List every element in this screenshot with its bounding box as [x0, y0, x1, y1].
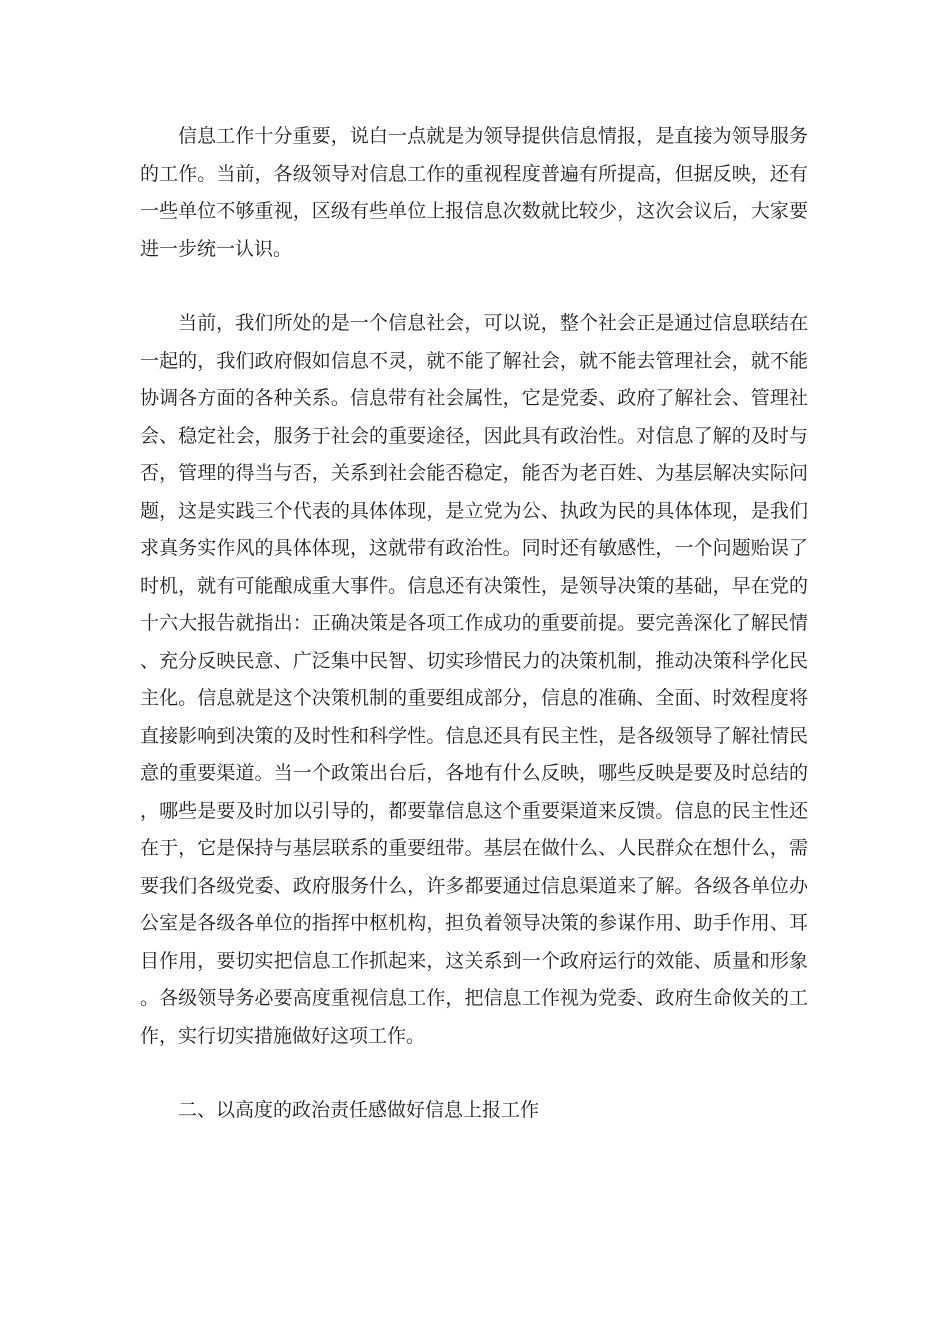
paragraph-1: 信息工作十分重要，说白一点就是为领导提供信息情报，是直接为领导服务的工作。当前，各级领导对信息工作的重视程度普遍有所提高，但据反映，还有一些单位不够重视，区级有些单位上报信息次数就比较少，这次会议后，大家要进一步统一认识。: [140, 125, 808, 260]
paragraph-2: 当前，我们所处的是一个信息社会，可以说，整个社会正是通过信息联结在一起的，我们政府假如信息不灵，就不能了解社会，就不能去管理社会，就不能协调各方面的各种关系。信息带有社会属性，它是党委、政府了解社会、管理社会、稳定社会，服务于社会的重要途径，因此具有政治性。对信息了解的及时与否，管理的得当与否，关系到社会能否稳定，能否为老百姓、为基层解决实际问题，这是实践三个代表的具体体现，是立党为公、执政为民的具体体现，是我们求真务实作风的具体体现，这就带有政治性。同时还有敏感性，一个问题贻误了时机，就有可能酿成重大事件。信息还有决策性，是领导决策的基础，早在党的十六大报告就指出：正确决策是各项工作成功的重要前提。要完善深化了解民情、充分反映民意、广泛集中民智、切实珍惜民力的决策机制，推动决策科学化民主化。信息就是这个决策机制的重要组成部分，信息的准确、全面、时效程度将直接影响到决策的及时性和科学性。信息还具有民主性，是各级领导了解社情民意的重要渠道。当一个政策出台后，各地有什么反映，哪些反映是要及时总结的，哪些是要及时加以引导的，都要靠信息这个重要渠道来反馈。信息的民主性还在于，它是保持与基层联系的重要纽带。基层在做什么、人民群众在想什么，需要我们各级党委、政府服务什么，许多都要通过信息渠道来了解。各级各单位办公室是各级各单位的指挥中枢机构，担负着领导决策的参谋作用、助手作用、耳目作用，要切实把信息工作抓起来，这关系到一个政府运行的效能、质量和形象。各级领导务必要高度重视信息工作，把信息工作视为党委、政府生命攸关的工作，实行切实措施做好这项工作。: [140, 312, 808, 1047]
section-heading: 二、以高度的政治责任感做好信息上报工作: [178, 1099, 540, 1121]
document-body: [140, 118, 808, 1130]
